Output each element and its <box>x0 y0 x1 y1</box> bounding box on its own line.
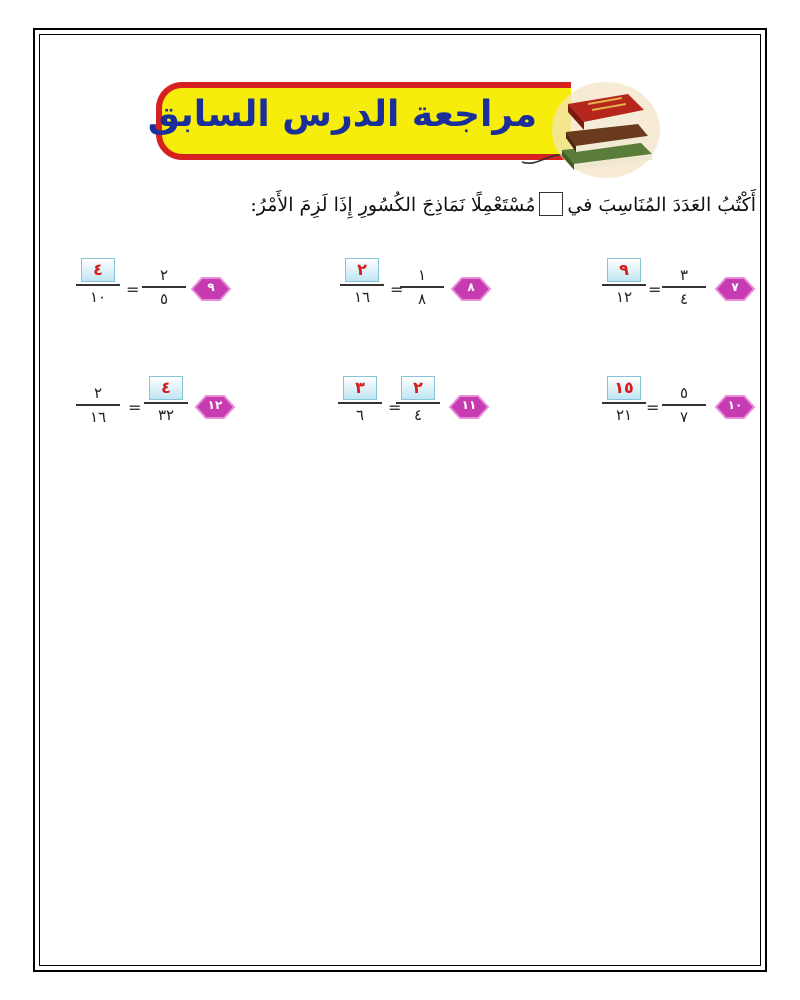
given-fraction <box>662 384 706 426</box>
equals-sign: = <box>646 398 660 417</box>
exercise-9 <box>72 256 242 316</box>
exercise-10 <box>600 374 770 434</box>
denominator: ٥ <box>159 289 169 308</box>
fraction-bar <box>602 402 646 404</box>
fraction-bar <box>76 284 120 286</box>
exercise-number: ١٠ <box>727 398 743 412</box>
exercise-number: ١٢ <box>207 398 223 412</box>
numerator: ١ <box>417 266 427 284</box>
answer-box[interactable]: ٤ <box>149 376 183 400</box>
fraction-bar <box>142 286 186 288</box>
answer-fraction <box>602 376 646 424</box>
instruction-text <box>120 192 756 216</box>
equals-sign: = <box>128 398 142 417</box>
exercise-8 <box>338 256 508 316</box>
fraction-bar <box>662 404 706 406</box>
exercise-11 <box>336 374 506 434</box>
blank-box-symbol <box>539 192 563 216</box>
fraction-bar <box>338 402 382 404</box>
fraction-bar <box>400 286 444 288</box>
equals-sign: = <box>390 280 404 299</box>
numerator: ٣ <box>679 266 689 284</box>
denominator: ٣٢ <box>157 405 175 424</box>
equals-sign: = <box>648 280 662 299</box>
fraction-bar <box>602 284 646 286</box>
fraction-bar <box>340 284 384 286</box>
denominator: ١٢ <box>615 287 633 306</box>
given-fraction <box>396 376 440 424</box>
lesson-review-banner <box>147 82 571 160</box>
exercise-number-badge <box>190 276 232 302</box>
denominator: ٧ <box>679 407 689 426</box>
exercise-number-badge <box>714 394 756 420</box>
given-fraction <box>662 266 706 308</box>
exercise-12 <box>72 374 242 434</box>
banner-title: مراجعة الدرس السابق <box>147 94 537 135</box>
denominator: ١٠ <box>89 287 107 306</box>
instruction-part-1: أَكْتُبُ العَدَدَ المُنَاسِبَ في <box>567 194 756 216</box>
numerator: ٢ <box>93 384 103 402</box>
equals-sign: = <box>388 398 402 417</box>
exercise-number: ١١ <box>461 398 477 412</box>
numerator: ٢ <box>159 266 169 284</box>
answer-box[interactable]: ٤ <box>81 258 115 282</box>
answer-fraction <box>340 258 384 306</box>
fraction-bar <box>76 404 120 406</box>
exercise-number: ٨ <box>467 280 475 294</box>
fraction-bar <box>396 402 440 404</box>
answer-box[interactable]: ٣ <box>343 376 377 400</box>
denominator: ١٦ <box>89 407 107 426</box>
fraction-bar <box>144 402 188 404</box>
exercise-number-badge <box>714 276 756 302</box>
fraction-bar <box>662 286 706 288</box>
exercise-7 <box>600 256 770 316</box>
equals-sign: = <box>126 280 140 299</box>
denominator: ١٦ <box>353 287 371 306</box>
denominator: ٦ <box>355 405 365 424</box>
given-fraction <box>400 266 444 308</box>
books-icon <box>548 70 660 180</box>
exercise-number-badge <box>448 394 490 420</box>
exercise-number-badge <box>194 394 236 420</box>
denominator: ٢١ <box>615 405 633 424</box>
answer-fraction <box>338 376 382 424</box>
denominator: ٤ <box>679 289 689 308</box>
numerator: ٥ <box>679 384 689 402</box>
given-fraction <box>142 266 186 308</box>
answer-box[interactable]: ١٥ <box>607 376 641 400</box>
exercise-number: ٧ <box>731 280 739 294</box>
answer-fraction <box>76 384 120 426</box>
given-fraction <box>144 376 188 424</box>
answer-box[interactable]: ٢ <box>345 258 379 282</box>
answer-box[interactable]: ٩ <box>607 258 641 282</box>
answer-box[interactable]: ٢ <box>401 376 435 400</box>
denominator: ٤ <box>413 405 423 424</box>
exercise-number: ٩ <box>207 280 215 294</box>
exercise-number-badge <box>450 276 492 302</box>
instruction-part-2: مُسْتَعْمِلًا نَمَاذِجَ الكُسُورِ إِذَا لَزِمَ الأَمْرُ: <box>250 194 536 216</box>
answer-fraction <box>76 258 120 306</box>
denominator: ٨ <box>417 289 427 308</box>
answer-fraction <box>602 258 646 306</box>
